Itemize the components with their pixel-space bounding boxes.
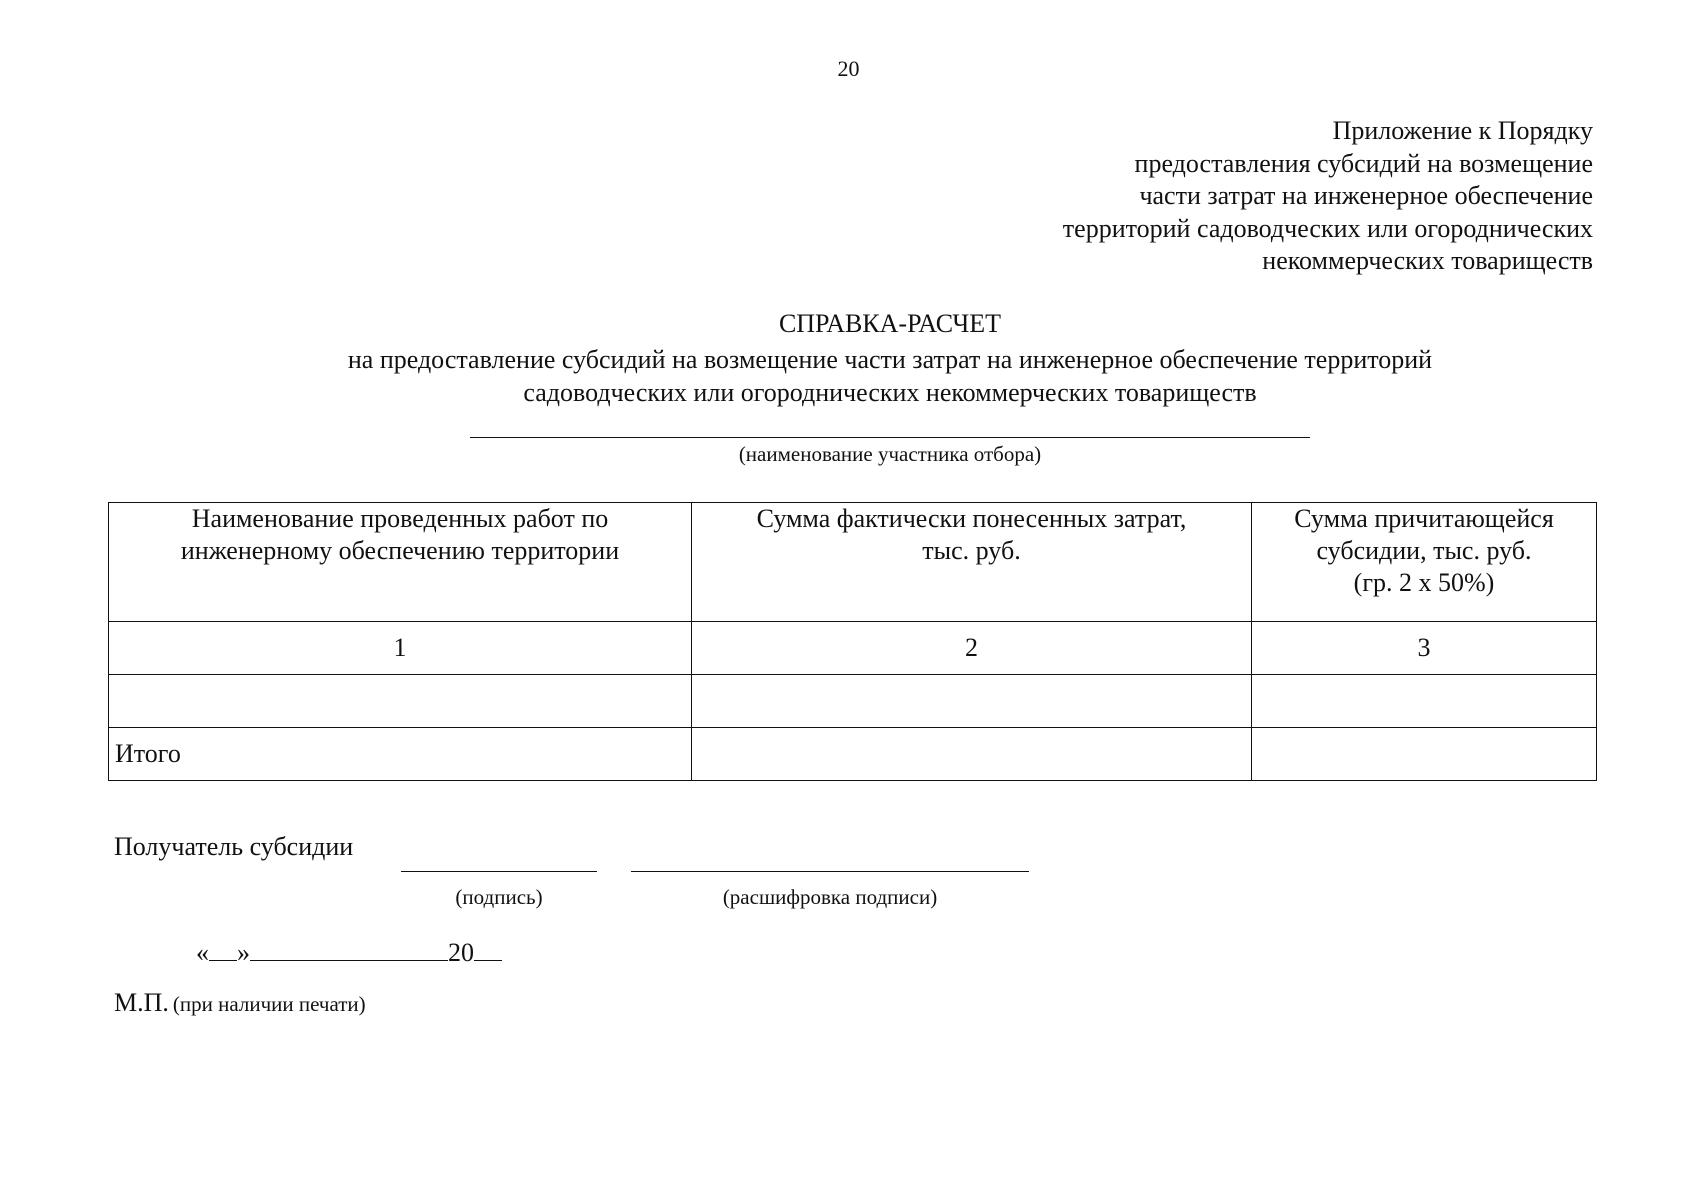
participant-caption: (наименование участника отбора) (738, 442, 1042, 466)
total-label: Итого (109, 728, 692, 781)
calculation-table (108, 502, 1597, 781)
appendix-line: предоставления субсидий на возмещение (1134, 148, 1593, 178)
day-field[interactable] (209, 934, 237, 961)
table-cell[interactable] (692, 675, 1252, 728)
column-number: 3 (1252, 622, 1597, 675)
stamp-line (114, 988, 366, 1018)
appendix-line: некоммерческих товариществ (1262, 246, 1593, 275)
year-prefix: 20 (448, 938, 474, 967)
signature-field[interactable] (401, 871, 597, 872)
table-header-row (109, 503, 1597, 622)
table-row (109, 675, 1597, 728)
open-quote: « (196, 938, 209, 967)
date-line (196, 934, 502, 968)
page-number: 20 (837, 56, 860, 81)
table-cell[interactable] (109, 675, 692, 728)
stamp-label: М.П. (114, 988, 169, 1017)
column-number: 1 (109, 622, 692, 675)
appendix-line: Приложение к Порядку (1332, 116, 1593, 145)
signature-caption: (подпись) (455, 885, 543, 909)
close-quote: » (237, 938, 250, 967)
document-subtitle (0, 343, 1697, 409)
recipient-label: Получатель субсидии (114, 832, 354, 861)
header-cell-costs: Сумма фактически понесенных затрат, тыс. руб. (692, 503, 1252, 622)
participant-name-field[interactable] (470, 437, 1310, 438)
header-cell-works: Наименование проведенных работ по инженерному обеспечению территории (109, 503, 692, 622)
appendix-line: территорий садоводческих или огороднических (1062, 213, 1593, 243)
table-cell[interactable] (1252, 675, 1597, 728)
appendix-line: части затрат на инженерное обеспечение (1139, 181, 1593, 210)
stamp-note: (при наличии печати) (172, 992, 366, 1016)
year-field[interactable] (474, 934, 502, 961)
signature-decryption-field[interactable] (631, 871, 1029, 872)
decryption-caption: (расшифровка подписи) (722, 885, 938, 909)
subtitle-line: на предоставление субсидий на возмещение части затрат на инженерное обеспечение территорий (347, 345, 1433, 374)
subtitle-line: садоводческих или огороднических некоммерческих товариществ (523, 378, 1257, 407)
column-number-row (109, 622, 1597, 675)
appendix-note (1063, 115, 1593, 278)
document-title: СПРАВКА-РАСЧЕТ (778, 309, 1002, 338)
header-cell-subsidy: Сумма причитающейся субсидии, тыс. руб. (гр. 2 х 50%) (1252, 503, 1597, 622)
total-subsidy-cell[interactable] (1252, 728, 1597, 781)
column-number: 2 (692, 622, 1252, 675)
total-costs-cell[interactable] (692, 728, 1252, 781)
total-row (109, 728, 1597, 781)
month-field[interactable] (250, 934, 448, 961)
